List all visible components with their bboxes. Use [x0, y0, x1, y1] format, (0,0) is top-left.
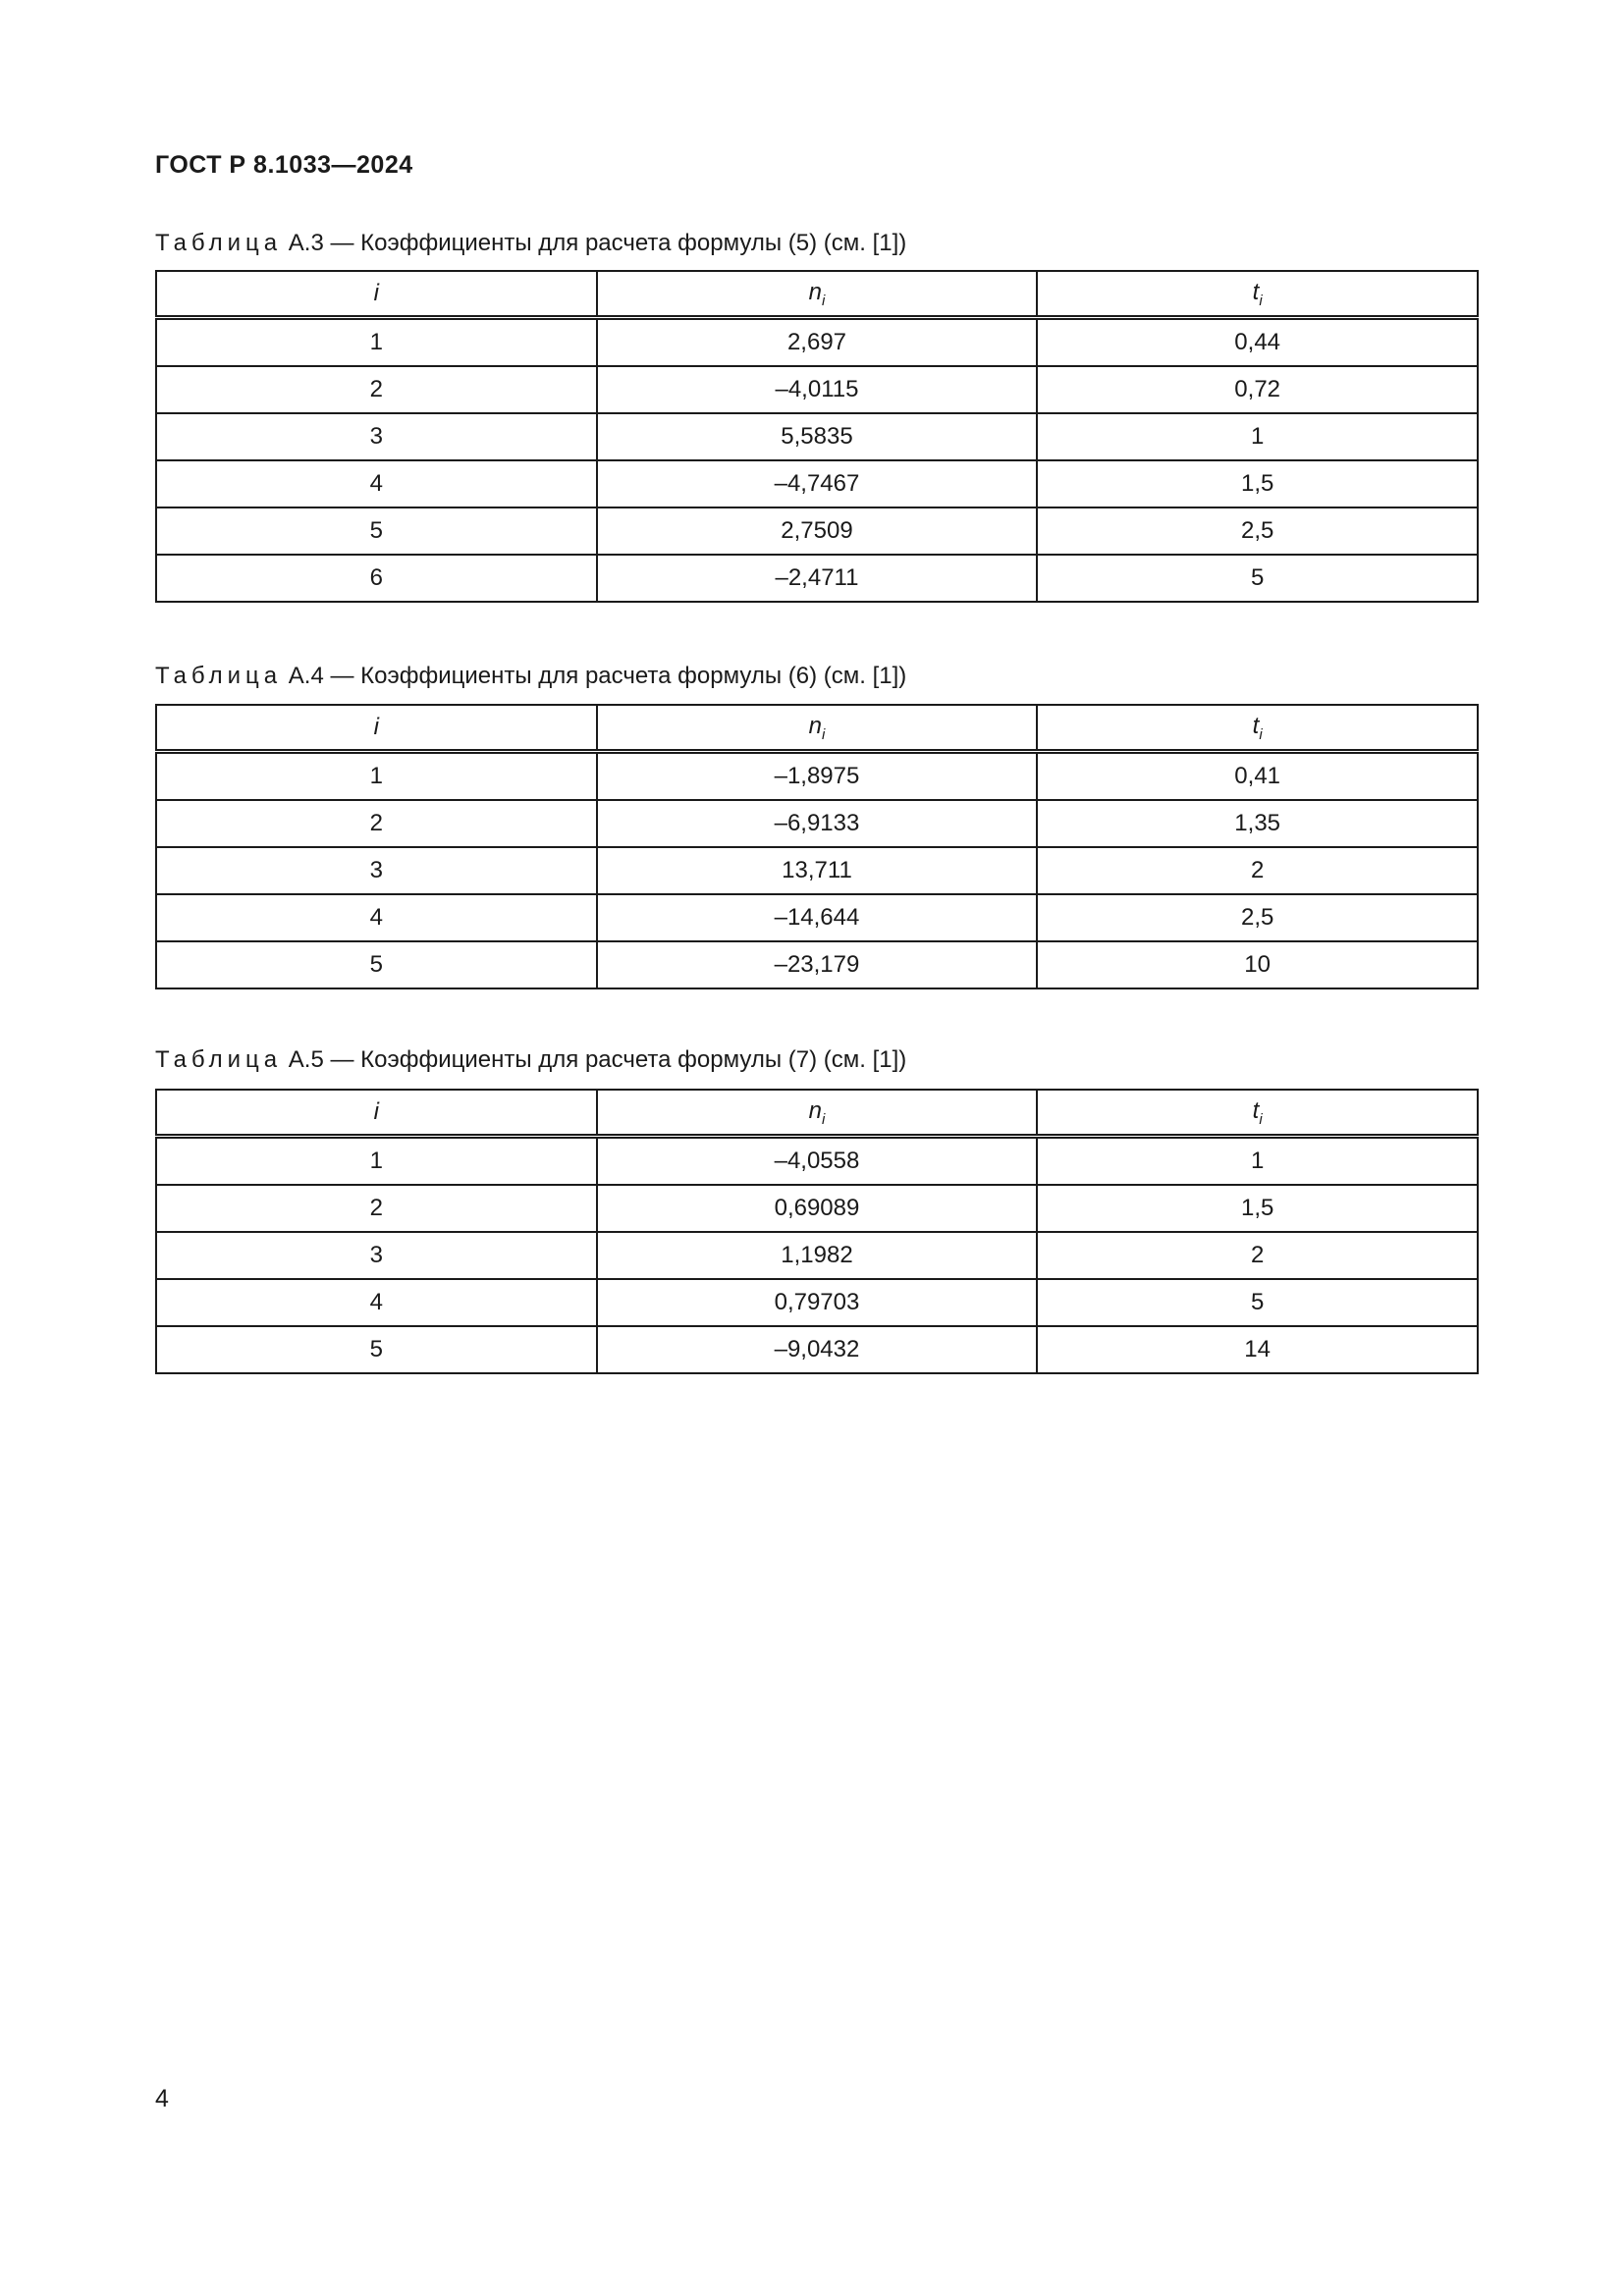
cell-t: 2,5 — [1037, 507, 1478, 555]
cell-n: 2,697 — [597, 318, 1038, 367]
header-i: i — [156, 271, 597, 318]
header-n: $n_i$ — [597, 705, 1038, 752]
cell-i: 3 — [156, 413, 597, 460]
cell-i: 3 — [156, 847, 597, 894]
cell-t: 5 — [1037, 555, 1478, 602]
cell-t: 14 — [1037, 1326, 1478, 1373]
header-t: $t_i$ — [1037, 271, 1478, 318]
table-row — [156, 894, 1478, 941]
coefficients-table-a5 — [155, 1089, 1479, 1374]
caption-text: А.4 — Коэффициенты для расчета формулы (6) (см. [1]) — [288, 663, 907, 689]
table-row — [156, 1279, 1478, 1326]
cell-i: 1 — [156, 752, 597, 801]
cell-n: –1,8975 — [597, 752, 1038, 801]
cell-i: 5 — [156, 941, 597, 988]
table-row — [156, 507, 1478, 555]
cell-i: 5 — [156, 1326, 597, 1373]
cell-t: 1,35 — [1037, 800, 1478, 847]
caption-word: Таблица — [155, 230, 283, 256]
cell-n: 2,7509 — [597, 507, 1038, 555]
cell-t: 0,44 — [1037, 318, 1478, 367]
table-header-row — [156, 1090, 1478, 1137]
header-t: $t_i$ — [1037, 1090, 1478, 1137]
coefficients-table-a3 — [155, 270, 1479, 603]
caption-text: А.3 — Коэффициенты для расчета формулы (5) (см. [1]) — [288, 230, 907, 256]
caption-word: Таблица — [155, 1046, 283, 1073]
cell-n: –6,9133 — [597, 800, 1038, 847]
cell-n: –9,0432 — [597, 1326, 1038, 1373]
cell-t: 1 — [1037, 413, 1478, 460]
table-row — [156, 1326, 1478, 1373]
caption-text: А.5 — Коэффициенты для расчета формулы (7) (см. [1]) — [288, 1046, 907, 1073]
cell-i: 4 — [156, 460, 597, 507]
table-row — [156, 460, 1478, 507]
table-row — [156, 752, 1478, 801]
cell-n: –4,0115 — [597, 366, 1038, 413]
cell-i: 6 — [156, 555, 597, 602]
table-row — [156, 318, 1478, 367]
cell-t: 2,5 — [1037, 894, 1478, 941]
header-n: $n_i$ — [597, 271, 1038, 318]
table-a5-block — [155, 1045, 1479, 1362]
table-row — [156, 847, 1478, 894]
table-caption — [155, 662, 1479, 691]
cell-i: 4 — [156, 1279, 597, 1326]
table-row — [156, 1232, 1478, 1279]
cell-i: 3 — [156, 1232, 597, 1279]
cell-i: 1 — [156, 318, 597, 367]
header-i: i — [156, 705, 597, 752]
cell-t: 2 — [1037, 1232, 1478, 1279]
header-n: $n_i$ — [597, 1090, 1038, 1137]
page-number: 4 — [155, 2085, 169, 2112]
table-row — [156, 555, 1478, 602]
table-a4-block — [155, 662, 1479, 978]
cell-n: 0,69089 — [597, 1185, 1038, 1232]
cell-i: 1 — [156, 1137, 597, 1186]
cell-n: –4,7467 — [597, 460, 1038, 507]
table-row — [156, 800, 1478, 847]
cell-i: 2 — [156, 366, 597, 413]
table-a3-block — [155, 229, 1479, 591]
table-header-row — [156, 705, 1478, 752]
caption-word: Таблица — [155, 663, 283, 689]
cell-n: –23,179 — [597, 941, 1038, 988]
table-caption — [155, 1045, 1479, 1075]
cell-t: 10 — [1037, 941, 1478, 988]
table-row — [156, 366, 1478, 413]
table-header-row — [156, 271, 1478, 318]
coefficients-table-a4 — [155, 704, 1479, 989]
table-row — [156, 1137, 1478, 1186]
cell-t: 2 — [1037, 847, 1478, 894]
cell-t: 1,5 — [1037, 460, 1478, 507]
table-row — [156, 941, 1478, 988]
cell-i: 5 — [156, 507, 597, 555]
table-caption — [155, 229, 1479, 258]
table-row — [156, 1185, 1478, 1232]
document-code-header: ГОСТ Р 8.1033—2024 — [155, 151, 413, 179]
table-row — [156, 413, 1478, 460]
cell-t: 0,41 — [1037, 752, 1478, 801]
cell-n: 1,1982 — [597, 1232, 1038, 1279]
cell-i: 4 — [156, 894, 597, 941]
cell-n: –4,0558 — [597, 1137, 1038, 1186]
cell-t: 0,72 — [1037, 366, 1478, 413]
cell-n: 5,5835 — [597, 413, 1038, 460]
cell-t: 1 — [1037, 1137, 1478, 1186]
header-t: $t_i$ — [1037, 705, 1478, 752]
header-i: i — [156, 1090, 597, 1137]
cell-n: –14,644 — [597, 894, 1038, 941]
cell-i: 2 — [156, 1185, 597, 1232]
cell-t: 5 — [1037, 1279, 1478, 1326]
cell-n: –2,4711 — [597, 555, 1038, 602]
cell-n: 13,711 — [597, 847, 1038, 894]
cell-n: 0,79703 — [597, 1279, 1038, 1326]
cell-i: 2 — [156, 800, 597, 847]
cell-t: 1,5 — [1037, 1185, 1478, 1232]
